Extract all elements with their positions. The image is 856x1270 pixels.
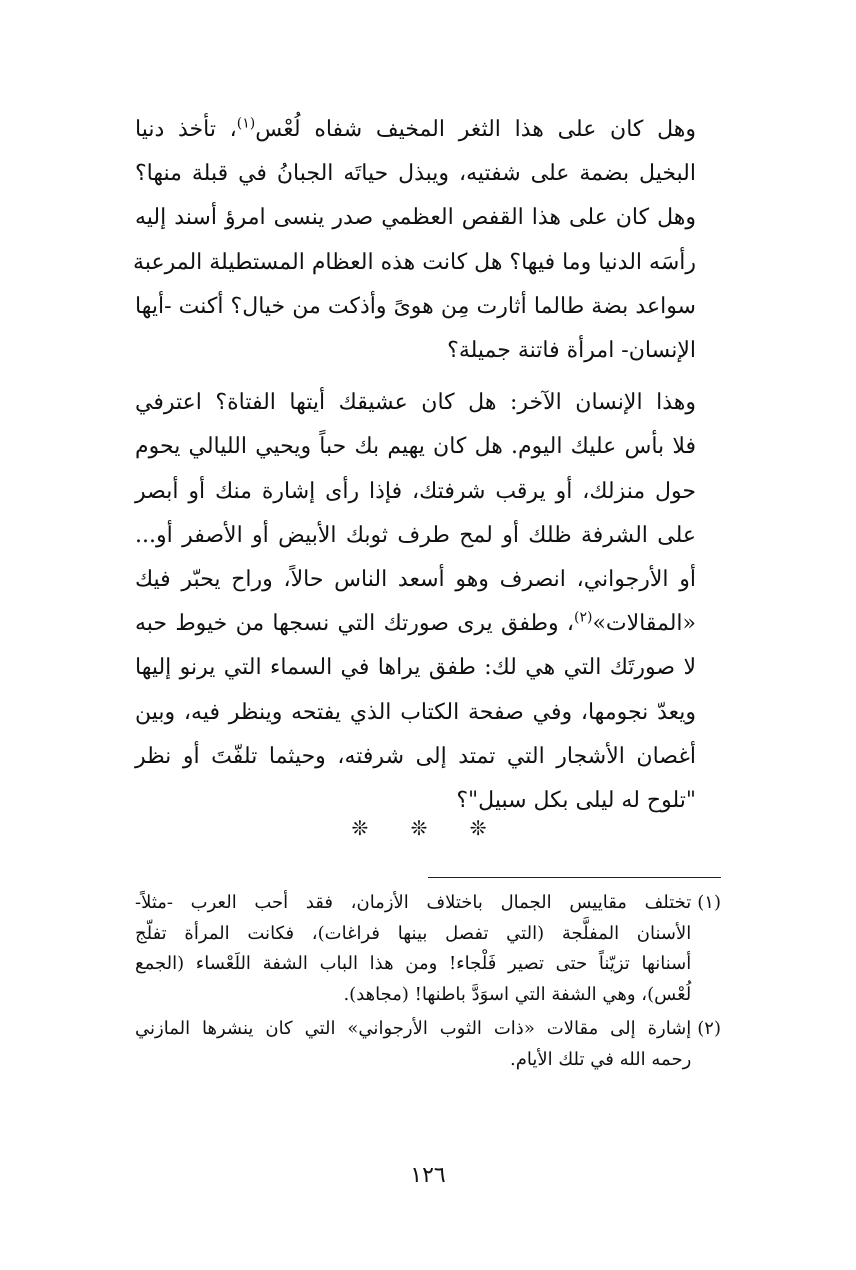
- text-segment: «المقالات»: [592, 611, 696, 637]
- text-segment: ، وطفق يرى صورتك التي نسجها من خيوط حبه: [135, 611, 574, 637]
- text-line: "تلوح له ليلى بكل سبيل"؟: [456, 788, 696, 814]
- footnote-ref-1[interactable]: (١): [236, 115, 256, 132]
- footnote-number: (١): [697, 892, 721, 913]
- footnote-line: تختلف مقاييس الجمال باختلاف الأزمان، فقد أحب العرب -مثلاً-: [135, 892, 692, 913]
- text-line: وهذا الإنسان الآخر: هل كان عشيقك أيتها الفتاة؟ اعترفي: [135, 390, 696, 416]
- text-line: على الشرفة ظلك أو لمح طرف ثوبك الأبيض أو الأصفر أو...: [135, 522, 696, 548]
- text-line: فلا بأس عليك اليوم. هل كان يهيم بك حباً ويحيي الليالي يحوم: [135, 434, 696, 460]
- section-separator-stars-icon: ❊ ❊ ❊: [351, 816, 505, 840]
- footnote-line: الأسنان المفلَّجة (التي تفصل بينها فراغات)، فكانت المرأة تفلّج: [135, 922, 692, 944]
- footnote-line: رحمه الله في تلك الأيام.: [510, 1048, 692, 1070]
- footnote-text: [135, 888, 691, 1010]
- text-segment: ، تأخذ دنيا: [135, 117, 237, 142]
- footnotes: [135, 888, 721, 1079]
- footnote-number: (٢): [697, 1018, 721, 1039]
- text-line: حول منزلك، أو يرقب شرفتك، فإذا رأى إشارة منك أو أبصر: [135, 478, 696, 504]
- page-number: ١٢٦: [410, 1163, 446, 1188]
- text-line: الإنسان- امرأة فاتنة جميلة؟: [447, 338, 696, 364]
- text-line: [135, 602, 721, 646]
- text-line: البخيل بضمة على شفتيه، ويبذل حياتَه الجبانُ في قبلة منها؟: [135, 161, 696, 187]
- text-line: لا صورتَك التي هي لك: طفق يراها في السماء التي يرنو إليها: [135, 655, 696, 681]
- text-line: أو الأرجواني، انصرف وهو أسعد الناس حالاً، وراح يحبّر فيك: [135, 567, 696, 593]
- footnote-divider: [428, 877, 721, 878]
- footnote-ref-2[interactable]: (٢): [573, 609, 593, 626]
- text-line: رأسَه الدنيا وما فيها؟ هل كانت هذه العظام المستطيلة المرعبة: [133, 249, 696, 275]
- text-segment: وهل كان على هذا الثغر المخيف شفاه لُعْس: [255, 117, 696, 142]
- paragraph-1: [135, 108, 721, 373]
- text-line: [135, 108, 721, 152]
- paragraph-2: [135, 381, 721, 823]
- footnote-line: أسنانها تزيّناً حتى تصير فَلْجاء! ومن هذا الباب الشفة اللَعْساء (الجمع: [135, 953, 692, 974]
- text-line: سواعد بضة طالما أثارت مِن هوىً وأذكت من خيال؟ أكنت -أيها: [135, 293, 696, 319]
- footnote-1: [135, 888, 721, 1010]
- text-line: وهل كان على هذا القفص العظمي صدر ينسى امرؤ أسند إليه: [135, 205, 696, 231]
- body-text: [135, 108, 721, 823]
- footnote-text: [135, 1014, 691, 1075]
- footnote-line: إشارة إلى مقالات «ذات الثوب الأرجواني» التي كان ينشرها المازني: [135, 1018, 692, 1039]
- text-line: أغصان الأشجار التي تمتد إلى شرفته، وحيثما تلفّتَ أو نظر: [135, 743, 696, 769]
- footnote-2: [135, 1014, 721, 1075]
- text-line: ويعدّ نجومها، وفي صفحة الكتاب الذي يفتحه وينظر فيه، وبين: [135, 699, 696, 725]
- footnote-line: لُعْس)، وهي الشفة التي اسوَدَّ باطنها! (مجاهد).: [343, 983, 692, 1005]
